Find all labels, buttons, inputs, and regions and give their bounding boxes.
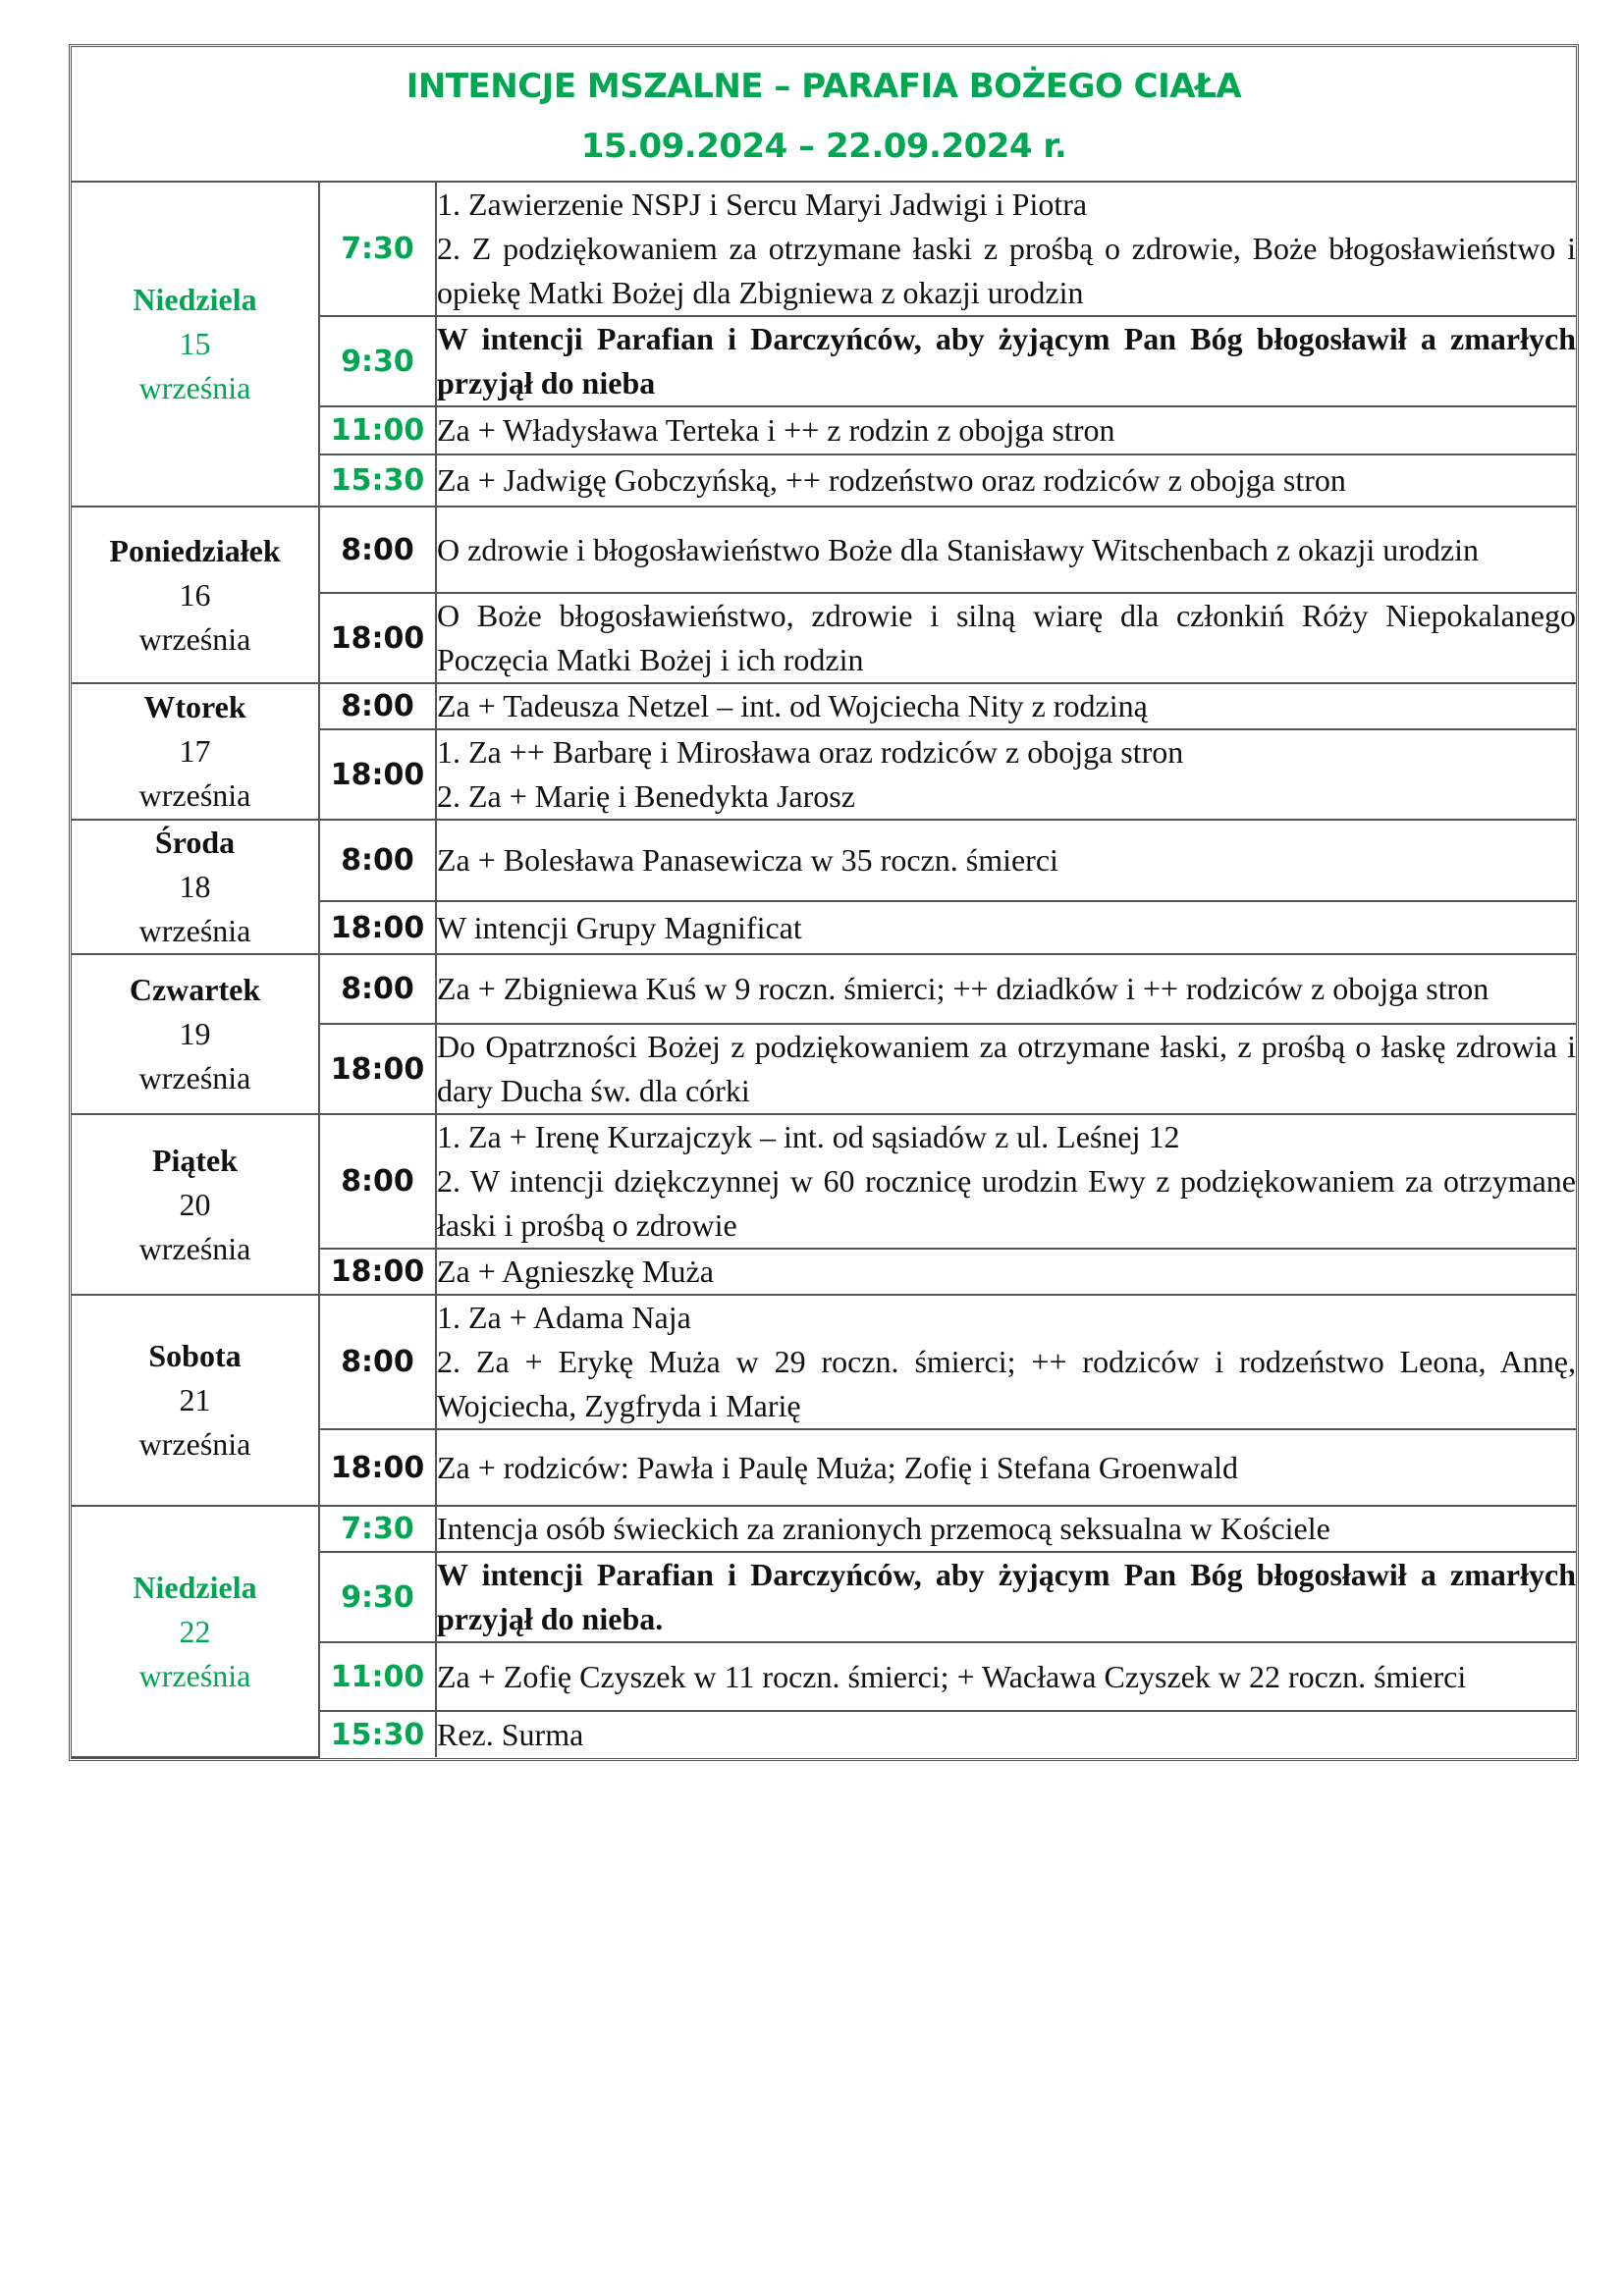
intention-text: W intencji Grupy Magnificat [437,909,802,945]
schedule-body [72,183,1576,1757]
intention-cell [436,183,1576,316]
day-num: 19 [179,1016,211,1051]
intention-text: Za + Bolesława Panasewicza w 35 roczn. śmierci [437,842,1058,879]
intention-cell [436,406,1576,454]
mass-time: 8:00 [319,954,436,1024]
intention-cell [436,507,1576,593]
day-month: września [138,1657,251,1693]
intention-text: 2. Za + Erykę Muża w 29 roczn. śmierci; ++ rodziców i rodzeństwo Leona, Annę, Wojciecha, Zygfryda i Marię [437,1344,1576,1423]
day-name: Sobota [148,1338,242,1373]
intention-cell [436,1295,1576,1429]
intention-text: Za + rodziców: Pawła i Paulę Muża; Zofię i Stefana Groenwald [437,1449,1238,1485]
table-row [72,954,1576,1024]
day-name: Poniedziałek [109,532,281,568]
intention-cell [436,1249,1576,1295]
day-name: Niedziela [133,1569,257,1605]
table-row [72,1295,1576,1429]
day-num: 18 [179,869,211,904]
intention-cell [436,1024,1576,1114]
intention-text: Za + Zbigniewa Kuś w 9 roczn. śmierci; ++ dziadków i ++ rodziców z obojga stron [437,971,1489,1006]
day-month: września [138,777,251,813]
intention-text: 2. W intencji dziękczynnej w 60 rocznicę urodzin Ewy z podziękowaniem za otrzymane łaski i prośbą o zdrowie [437,1163,1576,1243]
intention-cell [436,1642,1576,1711]
intention-cell [436,683,1576,729]
intention-text: O Boże błogosławieństwo, zdrowie i silną wiarę dla członkiń Róży Niepokalanego Poczęcia Matki Bożej i ich rodzin [437,598,1576,677]
mass-time: 8:00 [319,1114,436,1249]
intention-cell [436,1429,1576,1506]
intention-text: Rez. Surma [437,1716,584,1752]
day-name: Piątek [151,1142,239,1178]
intention-cell [436,1506,1576,1552]
mass-time: 15:30 [319,1711,436,1757]
intention-text: 2. Za + Marię i Benedykta Jarosz [437,778,855,814]
intention-cell [436,1114,1576,1249]
intention-text: Za + Tadeusza Netzel – int. od Wojciecha Nity z rodziną [437,688,1148,723]
day-num: 16 [179,576,211,613]
day-cell [72,1506,319,1757]
intention-cell [436,954,1576,1024]
mass-time: 15:30 [319,454,436,507]
mass-time: 18:00 [319,1249,436,1295]
intention-cell [436,593,1576,683]
intention-text: Za + Jadwigę Gobczyńską, ++ rodzeństwo oraz rodziców z obojga stron [437,462,1346,498]
intentions-sheet [69,44,1579,1761]
day-num: 21 [179,1382,211,1417]
mass-time: 7:30 [319,1506,436,1552]
mass-time: 18:00 [319,1024,436,1114]
day-month: września [138,370,251,405]
table-row [72,183,1576,316]
day-cell [72,954,319,1114]
table-row [72,507,1576,593]
intention-cell [436,729,1576,820]
day-cell [72,1114,319,1295]
table-row [72,820,1576,901]
intention-text: 1. Za + Adama Naja [437,1300,691,1335]
day-name: Środa [154,825,236,860]
mass-time: 7:30 [319,183,436,316]
day-num: 20 [179,1186,211,1222]
mass-time: 11:00 [319,406,436,454]
day-cell [72,820,319,954]
day-name: Niedziela [133,282,257,317]
mass-time: 11:00 [319,1642,436,1711]
day-name: Wtorek [143,689,246,724]
day-month: września [138,1230,251,1266]
day-month: września [138,620,251,657]
day-month: września [138,1426,251,1462]
intention-text: Za + Zofię Czyszek w 11 roczn. śmierci; + Wacława Czyszek w 22 roczn. śmierci [437,1658,1467,1694]
intention-text: O zdrowie i błogosławieństwo Boże dla Stanisławy Witschenbach z okazji urodzin [437,531,1479,567]
day-month: września [138,1060,251,1095]
intention-text: 2. Z podziękowaniem za otrzymane łaski z prośbą o zdrowie, Boże błogosławieństwo i opiekę Matki Bożej dla Zbigniewa z okazji urodzin [437,231,1576,310]
table-row [72,1114,1576,1249]
mass-time: 9:30 [319,316,436,406]
day-num: 15 [179,326,211,361]
mass-time: 18:00 [319,729,436,820]
day-cell [72,507,319,683]
mass-time: 8:00 [319,683,436,729]
mass-time: 9:30 [319,1552,436,1642]
intention-text: W intencji Parafian i Darczyńców, aby żyjącym Pan Bóg błogosławił a zmarłych przyjął do nieba [437,321,1576,400]
mass-time: 8:00 [319,1295,436,1429]
day-num: 22 [179,1613,211,1649]
intention-text: Intencja osób świeckich za zranionych przemocą seksualna w Kościele [437,1511,1330,1546]
intention-text: Za + Władysława Terteka i ++ z rodzin z obojga stron [437,412,1115,448]
mass-time: 8:00 [319,820,436,901]
intention-text: 1. Za + Irenę Kurzajczyk – int. od sąsiadów z ul. Leśnej 12 [437,1119,1180,1154]
intention-cell [436,1552,1576,1642]
intention-cell [436,454,1576,507]
day-cell [72,183,319,507]
date-range: 15.09.2024 – 22.09.2024 r. [580,127,1067,166]
intention-text: 1. Za ++ Barbarę i Mirosława oraz rodziców z obojga stron [437,734,1184,770]
day-month: września [138,913,251,948]
table-row [72,683,1576,729]
table-row [72,1506,1576,1552]
day-num: 17 [179,733,211,769]
intention-text: W intencji Parafian i Darczyńców, aby żyjącym Pan Bóg błogosławił a zmarłych przyjął do nieba. [437,1557,1576,1636]
intention-text: Za + Agnieszkę Muża [437,1254,714,1289]
mass-time: 18:00 [319,1429,436,1506]
intention-cell [436,820,1576,901]
mass-time: 18:00 [319,901,436,954]
page-title: INTENCJE MSZALNE – PARAFIA BOŻEGO CIAŁA [406,67,1242,106]
day-cell [72,1295,319,1506]
intention-cell [436,1711,1576,1757]
intention-cell [436,901,1576,954]
mass-schedule-table [72,183,1576,1758]
intention-cell [436,316,1576,406]
intention-text: Do Opatrzności Bożej z podziękowaniem za otrzymane łaski, z prośbą o łaskę zdrowia i dary Ducha św. dla córki [437,1029,1576,1108]
header [72,47,1576,183]
intention-text: 1. Zawierzenie NSPJ i Sercu Maryi Jadwigi i Piotra [437,187,1088,222]
day-cell [72,683,319,820]
mass-time: 18:00 [319,593,436,683]
day-name: Czwartek [129,972,261,1007]
mass-time: 8:00 [319,507,436,593]
